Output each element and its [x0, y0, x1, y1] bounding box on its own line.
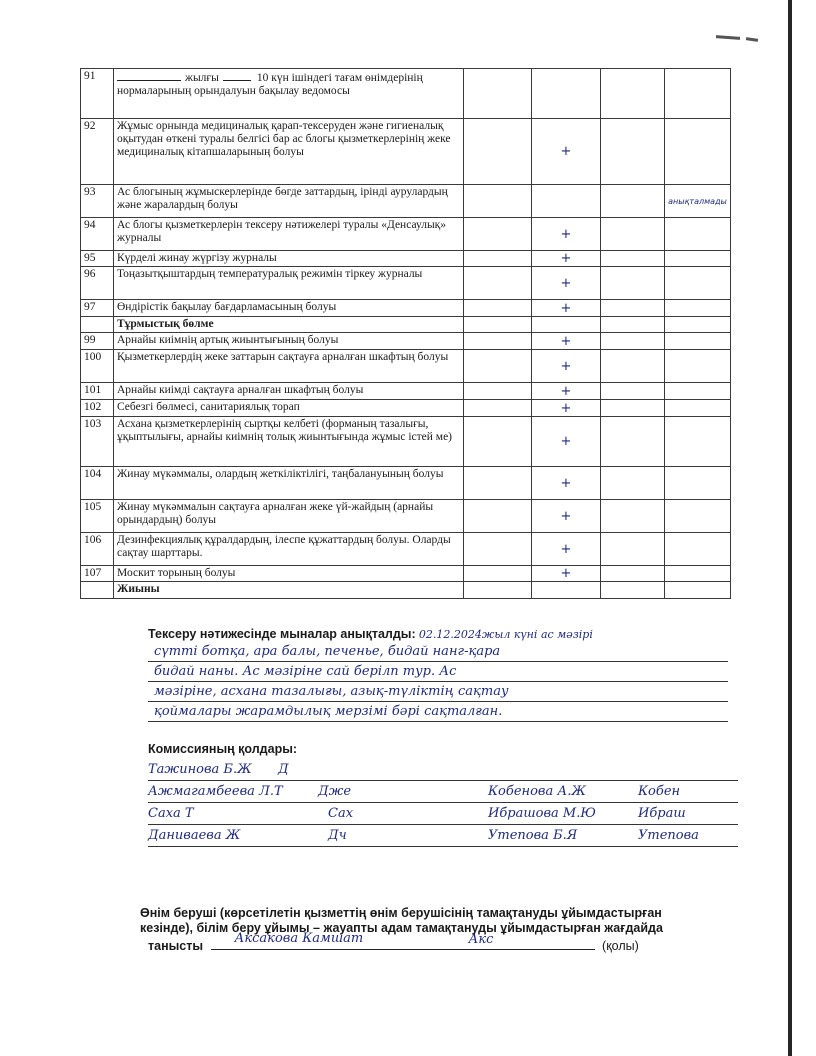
ack-signature-line — [211, 931, 595, 950]
requirement-text: Ас блогының жұмыскерлерінде бөгде заттардың, ірінді аурулардың және жаралардың болуы — [114, 185, 464, 218]
handwritten-note — [665, 383, 731, 400]
requirement-text: Жұмыс орнында медициналық қарап-тексеруден және гигиеналық оқытудан өткені туралы белгісі бар ас блогы қызметкерлерінің жеке медициналық кітапшаларының болуы — [114, 119, 464, 185]
provider-acknowledgement — [140, 906, 740, 954]
signer-name: Кобенова А.Ж — [488, 784, 586, 799]
check-mark: + — [532, 566, 601, 582]
requirement-text: Дезинфекциялық құралдардың, ілеспе құжаттардың болуы. Оларды сақтау шарттары. — [114, 533, 464, 566]
requirement-text: Жинау мүкәммалын сақтауға арналған жеке үй-жайдың (арнайы орындардың) болуы — [114, 500, 464, 533]
check-mark: + — [532, 333, 601, 350]
requirement-text-part: жылғы — [185, 72, 219, 84]
row-number: 106 — [81, 533, 114, 566]
check-mark: + — [532, 383, 601, 400]
requirement-text: Себезгі бөлмесі, санитариялық торап — [114, 400, 464, 417]
check-mark: + — [532, 533, 601, 566]
table-row — [81, 533, 731, 566]
findings-text: қоймалары жарамдылық мерзімі бәрі сақталған. — [148, 702, 728, 722]
table-row — [81, 333, 731, 350]
check-mark: + — [532, 218, 601, 251]
row-number: 92 — [81, 119, 114, 185]
table-row — [81, 185, 731, 218]
table-row — [81, 350, 731, 383]
handwritten-note — [665, 267, 731, 300]
signature: Д — [278, 762, 289, 777]
scan-mark — [746, 37, 758, 42]
table-row — [81, 417, 731, 467]
handwritten-note — [665, 350, 731, 383]
handwritten-note — [665, 300, 731, 317]
signer-name: Тажинова Б.Ж — [148, 762, 252, 777]
section-row — [81, 317, 731, 333]
handwritten-note — [665, 119, 731, 185]
handwritten-note — [665, 218, 731, 251]
requirement-text-part: 10 күн ішіндегі тағам өнімдерінің нормаларының орындалуын бақылау ведомосы — [117, 72, 423, 97]
row-number: 94 — [81, 218, 114, 251]
row-number: 104 — [81, 467, 114, 500]
requirement-text — [114, 69, 464, 119]
handwritten-note — [665, 251, 731, 267]
handwritten-note — [665, 333, 731, 350]
handwritten-note — [665, 417, 731, 467]
signature: Сах — [328, 806, 354, 821]
handwritten-note — [665, 400, 731, 417]
signature: Ибраш — [638, 806, 686, 821]
total-row — [81, 582, 731, 599]
table-row — [81, 467, 731, 500]
check-mark: + — [532, 417, 601, 467]
check-mark — [532, 185, 601, 218]
findings-text: 02.12.2024жыл күні ас мәзірі — [418, 628, 593, 641]
ack-signature: Акс — [468, 932, 494, 947]
findings-text: сүтті ботқа, ара балы, печенье, бидай нанг-қара — [148, 642, 728, 662]
row-number: 105 — [81, 500, 114, 533]
blank-line — [117, 70, 181, 81]
requirement-text: Қызметкерлердің жеке заттарын сақтауға арналған шкафтың болуы — [114, 350, 464, 383]
scan-page-edge — [788, 0, 792, 1056]
section-label: Тұрмыстық бөлме — [114, 317, 464, 333]
ack-label: танысты — [148, 939, 204, 953]
handwritten-note — [665, 533, 731, 566]
check-mark: + — [532, 251, 601, 267]
findings-label: Тексеру нәтижесінде мыналар анықталды: — [148, 627, 416, 641]
provider-line: кезінде), білім беру ұйымы – жауапты адам тамақтануды ұйымдастырған жағдайда — [140, 921, 663, 935]
row-number: 91 — [81, 69, 114, 119]
handwritten-note: анықталмады — [665, 185, 731, 218]
signature-row — [148, 782, 738, 803]
table-row — [81, 251, 731, 267]
signature: Дч — [328, 828, 347, 843]
handwritten-note — [665, 566, 731, 582]
signature-hint: (қолы) — [602, 939, 639, 953]
signature-row — [148, 826, 738, 847]
signature: Утепова — [638, 828, 699, 843]
requirement-text: Арнайы киімді сақтауға арналған шкафтың болуы — [114, 383, 464, 400]
handwritten-note — [665, 467, 731, 500]
row-number: 100 — [81, 350, 114, 383]
signature: Дже — [318, 784, 352, 799]
signer-name: Саха Т — [148, 806, 194, 821]
check-mark: + — [532, 267, 601, 300]
findings-block — [148, 626, 728, 722]
signature-row — [148, 804, 738, 825]
scan-mark — [716, 35, 740, 40]
handwritten-note — [665, 69, 731, 119]
checklist-table — [80, 68, 731, 599]
signature: Кобен — [638, 784, 681, 799]
requirement-text: Арнайы киімнің артық жиынтығының болуы — [114, 333, 464, 350]
commission-signatures — [148, 742, 738, 848]
check-mark: + — [532, 500, 601, 533]
signer-name: Даниваева Ж — [148, 828, 241, 843]
requirement-text: Тоңазытқыштардың температуралық режимін тіркеу журналы — [114, 267, 464, 300]
row-number: 95 — [81, 251, 114, 267]
handwritten-note — [665, 500, 731, 533]
row-number: 93 — [81, 185, 114, 218]
table-row — [81, 383, 731, 400]
check-mark: + — [532, 400, 601, 417]
requirement-text: Жинау мүкәммалы, олардың жеткіліктілігі, таңбалануының болуы — [114, 467, 464, 500]
signature-row — [148, 760, 738, 781]
row-number: 97 — [81, 300, 114, 317]
requirement-text: Москит торының болуы — [114, 566, 464, 582]
table-row — [81, 119, 731, 185]
signer-name: Утепова Б.Я — [488, 828, 578, 843]
table-row — [81, 500, 731, 533]
row-number: 99 — [81, 333, 114, 350]
check-mark — [532, 69, 601, 119]
row-number: 107 — [81, 566, 114, 582]
commission-title: Комиссияның қолдары: — [148, 742, 298, 756]
signer-name: Ажмагамбеева Л.Т — [148, 784, 283, 799]
check-mark: + — [532, 119, 601, 185]
row-number: 103 — [81, 417, 114, 467]
table-row — [81, 566, 731, 582]
requirement-text: Ас блогы қызметкерлерін тексеру нәтижелері туралы «Денсаулық» журналы — [114, 218, 464, 251]
table-row — [81, 267, 731, 300]
blank-line — [223, 70, 251, 81]
row-number: 96 — [81, 267, 114, 300]
requirement-text: Өндірістік бақылау бағдарламасының болуы — [114, 300, 464, 317]
signer-name: Ибрашова М.Ю — [488, 806, 596, 821]
provider-line: Өнім беруші (көрсетілетін қызметтің өнім берушісінің тамақтануды ұйымдастырған — [140, 906, 662, 920]
row-number: 101 — [81, 383, 114, 400]
check-mark: + — [532, 350, 601, 383]
findings-text: мәзіріне, асхана тазалығы, азық-түліктің сақтау — [148, 682, 728, 702]
check-mark: + — [532, 467, 601, 500]
row-number: 102 — [81, 400, 114, 417]
requirement-text: Асхана қызметкерлерінің сыртқы келбеті (форманың тазалығы, ұқыптылығы, арнайы киімнің толық жиынтығында жұмыс істей ме) — [114, 417, 464, 467]
table-row — [81, 400, 731, 417]
check-mark: + — [532, 300, 601, 317]
ack-name: Аксакова Камшат — [234, 931, 364, 946]
findings-text: бидай наны. Ас мәзіріне сай берілп тур. Ас — [148, 662, 728, 682]
requirement-text: Күрделі жинау жүргізу журналы — [114, 251, 464, 267]
table-row — [81, 69, 731, 119]
total-label: Жиыны — [114, 582, 464, 599]
table-row — [81, 218, 731, 251]
table-row — [81, 300, 731, 317]
